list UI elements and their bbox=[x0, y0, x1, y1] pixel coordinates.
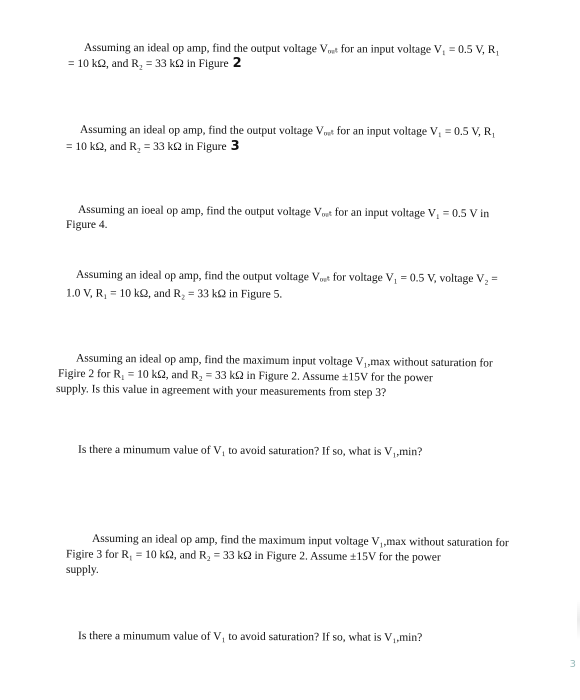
page-number: 3 bbox=[569, 659, 576, 670]
handwritten-figure-number: 3 bbox=[230, 139, 240, 154]
question-3-line-1: Assuming an ioeal op amp, find the output voltage Vₒᵤₜ for an input voltage V₁ = 0.5 V in bbox=[77, 203, 490, 221]
question-7-line-1: Assuming an ideal op amp, find the maximum input voltage V₁,max without saturation for bbox=[91, 532, 509, 550]
question-1-line-2-wrap bbox=[68, 57, 242, 71]
question-4-line-2: 1.0 V, R₁ = 10 kΩ, and R₂ = 33 kΩ in Figure 5. bbox=[65, 287, 283, 301]
question-3-line-2: Figure 4. bbox=[66, 219, 108, 231]
question-5-line-3: supply. Is this value in agreement with your measurements from step 3? bbox=[55, 382, 387, 400]
question-4-line-1: Assuming an ideal op amp, find the output voltage Vₒᵤₜ for voltage V₁ = 0.5 V, voltage V₂ = bbox=[75, 268, 498, 286]
question-7-line-3: supply. bbox=[66, 564, 99, 576]
question-5-line-2: Figire 2 for R₁ = 10 kΩ, and R₂ = 33 kΩ in Figure 2. Assume ±15V for the power bbox=[57, 367, 433, 385]
handwritten-figure-number: 2 bbox=[232, 56, 242, 71]
question-5-line-1: Assuming an ideal op amp, find the maximum input voltage V₁,max without saturation for bbox=[75, 352, 493, 370]
question-2-line-1: Assuming an ideal op amp, find the output voltage Vₒᵤₜ for an input voltage V₁ = 0.5 V, R₁ bbox=[79, 123, 496, 139]
question-6-line-1: Is there a minumum value of V₁ to avoid saturation? If so, what is V₁,min? bbox=[77, 443, 423, 459]
question-2-line-2-wrap bbox=[66, 140, 240, 154]
question-7-line-2: Figire 3 for R₁ = 10 kΩ, and R₂ = 33 kΩ in Figure 2. Assume ±15V for the power bbox=[65, 548, 441, 564]
question-1-line-1: Assuming an ideal op amp, find the output voltage Vₒᵤₜ for an input voltage V₁ = 0.5 V, R₁ bbox=[83, 41, 500, 57]
question-8-line-1: Is there a minumum value of V₁ to avoid saturation? If so, what is V₁,min? bbox=[77, 630, 423, 644]
question-2-line-2: = 10 kΩ, and R₂ = 33 kΩ in Figure bbox=[66, 141, 227, 153]
question-1-line-2: = 10 kΩ, and R₂ = 33 kΩ in Figure bbox=[68, 58, 229, 70]
